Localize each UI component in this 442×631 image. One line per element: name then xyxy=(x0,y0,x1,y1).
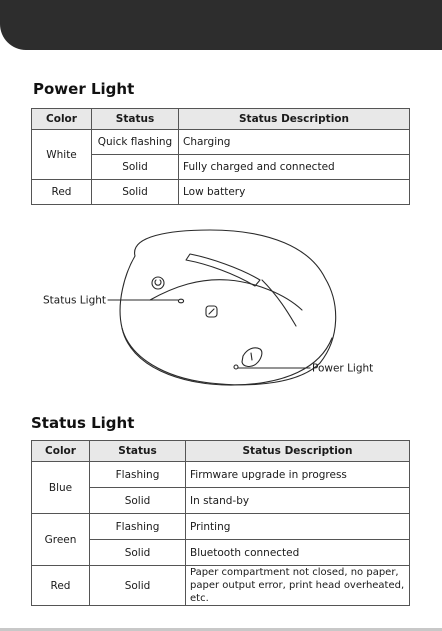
description-cell: Printing xyxy=(186,514,410,540)
status-cell: Quick flashing xyxy=(92,130,179,155)
description-cell: Paper compartment not closed, no paper, paper output error, print head overheated, etc. xyxy=(186,566,410,606)
table-row xyxy=(32,462,410,488)
top-button-icon xyxy=(152,277,164,289)
header-color: Color xyxy=(32,441,90,462)
printer-illustration xyxy=(40,228,420,393)
table-header-row xyxy=(32,441,410,462)
status-cell: Solid xyxy=(92,180,179,205)
table-row xyxy=(32,514,410,540)
description-cell: Low battery xyxy=(179,180,410,205)
header-band xyxy=(0,0,442,50)
status-cell: Flashing xyxy=(90,514,186,540)
paper-slot xyxy=(186,254,260,286)
status-light-title: Status Light xyxy=(31,414,135,432)
header-status: Status xyxy=(92,109,179,130)
middle-button-symbol xyxy=(209,309,214,314)
table-row xyxy=(32,130,410,155)
description-cell: Firmware upgrade in progress xyxy=(186,462,410,488)
lid-front-line xyxy=(262,280,296,326)
status-cell: Solid xyxy=(90,488,186,514)
header-color: Color xyxy=(32,109,92,130)
description-cell: Charging xyxy=(179,130,410,155)
power-button-symbol xyxy=(251,353,252,360)
color-cell: Green xyxy=(32,514,90,566)
status-light-dot xyxy=(178,299,183,303)
power-light-dot xyxy=(234,365,238,369)
top-button-symbol xyxy=(155,280,161,285)
color-cell: Blue xyxy=(32,462,90,514)
power-light-table xyxy=(31,108,410,205)
printer-lid-seam xyxy=(150,280,302,310)
power-light-title: Power Light xyxy=(33,80,135,98)
header-status: Status xyxy=(90,441,186,462)
description-cell: Fully charged and connected xyxy=(179,155,410,180)
status-light-label: Status Light xyxy=(43,294,106,307)
description-cell: In stand-by xyxy=(186,488,410,514)
header-description: Status Description xyxy=(186,441,410,462)
color-cell: Red xyxy=(32,566,90,606)
power-light-label: Power Light xyxy=(312,362,374,375)
printer-body-outline xyxy=(120,230,336,385)
status-cell: Solid xyxy=(92,155,179,180)
table-row xyxy=(32,180,410,205)
status-light-table xyxy=(31,440,410,606)
status-cell: Solid xyxy=(90,566,186,606)
status-cell: Flashing xyxy=(90,462,186,488)
table-header-row xyxy=(32,109,410,130)
color-cell: Red xyxy=(32,180,92,205)
description-cell: Bluetooth connected xyxy=(186,540,410,566)
printer-base-edge xyxy=(122,328,332,385)
table-row xyxy=(32,566,410,606)
header-description: Status Description xyxy=(179,109,410,130)
status-cell: Solid xyxy=(90,540,186,566)
color-cell: White xyxy=(32,130,92,180)
